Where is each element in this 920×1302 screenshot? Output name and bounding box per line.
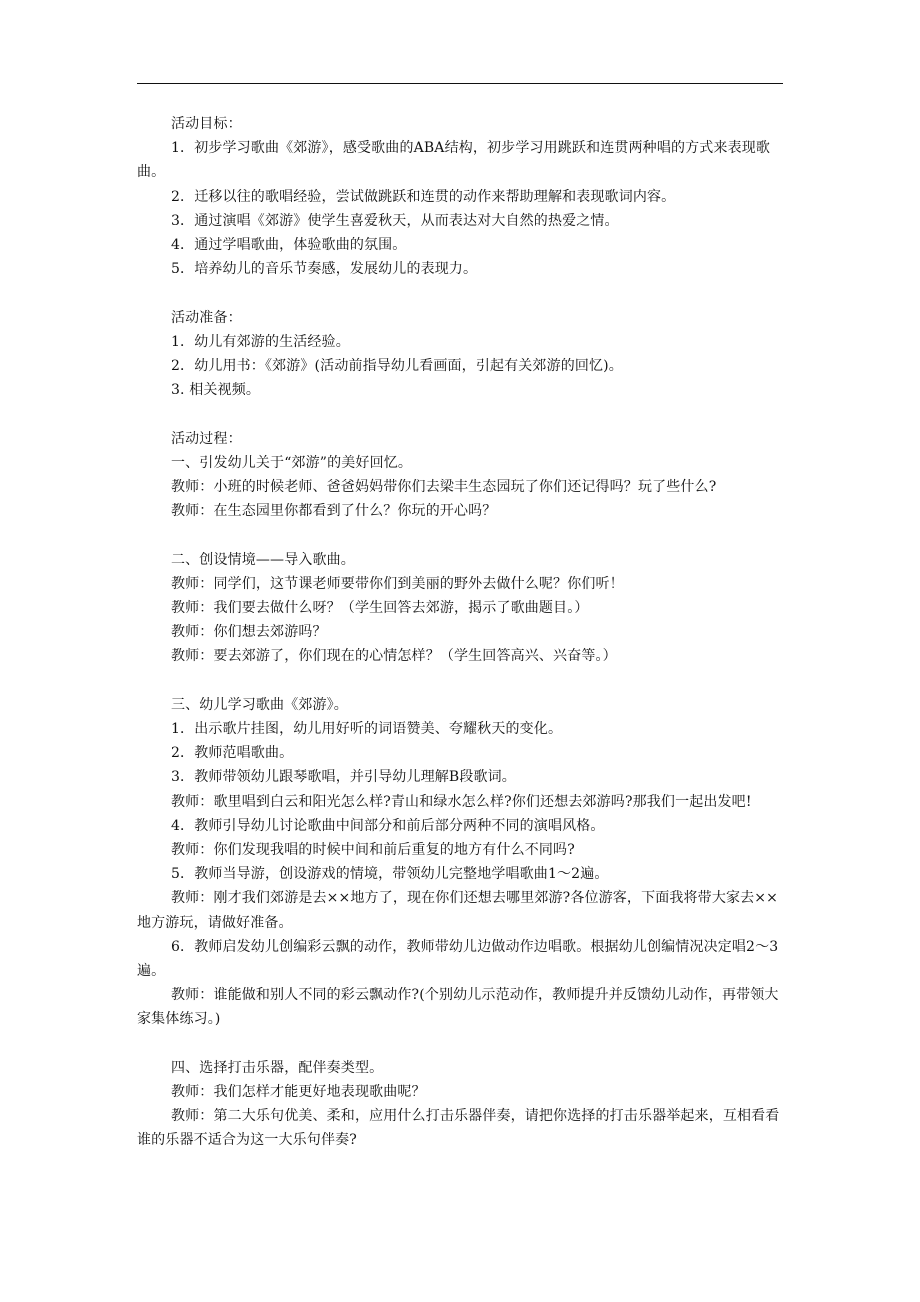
prep-item: 3. 相关视频。	[171, 382, 261, 399]
process-heading: 活动过程：	[171, 430, 242, 447]
goals-heading: 活动目标：	[171, 116, 242, 132]
section-3-line: 6．教师启发幼儿创编彩云飘的动作，教师带幼儿边做动作边唱歌。根据幼儿创编情况决定唱2～3遍。	[137, 938, 779, 980]
section-3-title: 三、幼儿学习歌曲《郊游》。	[171, 696, 348, 713]
section-1-title: 一、引发幼儿关于“郊游”的美好回忆。	[171, 454, 413, 471]
section-2-line: 教师：同学们，这节课老师要带你们到美丽的野外去做什么呢？你们听！	[171, 575, 624, 592]
prep-heading: 活动准备：	[171, 309, 242, 326]
section-2-title: 二、创设情境——导入歌曲。	[171, 551, 355, 568]
prep-item: 2．幼儿用书：《郊游》(活动前指导幼儿看画面，引起有关郊游的回忆)。	[171, 358, 623, 375]
section-1-line: 教师：在生态园里你都看到了什么？你玩的开心吗？	[171, 503, 497, 520]
section-3-line: 5．教师当导游，创设游戏的情境，带领幼儿完整地学唱歌曲1～2遍。	[171, 866, 609, 883]
header-rule	[137, 83, 783, 84]
goal-item: 5．培养幼儿的音乐节奏感，发展幼儿的表现力。	[171, 261, 478, 278]
section-4-line: 教师：第二大乐句优美、柔和，应用什么打击乐器伴奏，请把你选择的打击乐器举起来，互相看看谁的乐器不适合为这一大乐句伴奏?	[137, 1108, 780, 1149]
section-1-line: 教师：小班的时候老师、爸爸妈妈带你们去梁丰生态园玩了你们还记得吗？玩了些什么?	[171, 479, 717, 496]
section-2-line: 教师：你们想去郊游吗？	[171, 624, 327, 641]
section-3-line: 教师：你们发现我唱的时候中间和前后重复的地方有什么不同吗?	[171, 842, 575, 859]
goal-item: 2．迁移以往的歌唱经验，尝试做跳跃和连贯的动作来帮助理解和表现歌词内容。	[171, 188, 676, 205]
section-3-line: 2．教师范唱歌曲。	[171, 745, 294, 762]
document-body	[137, 112, 787, 1153]
section-3-line: 教师：歌里唱到白云和阳光怎么样?青山和绿水怎么样?你们还想去郊游吗?那我们一起出发吧!	[171, 793, 752, 810]
goal-item: 3．通过演唱《郊游》使学生喜爱秋天，从而表达对大自然的热爱之情。	[171, 212, 619, 229]
section-3-line: 4．教师引导幼儿讨论歌曲中间部分和前后部分两种不同的演唱风格。	[171, 817, 605, 834]
prep-item: 1．幼儿有郊游的生活经验。	[171, 333, 350, 350]
section-4-line: 教师：我们怎样才能更好地表现歌曲呢？	[171, 1084, 426, 1101]
section-3-line: 1．出示歌片挂图，幼儿用好听的词语赞美、夸耀秋天的变化。	[171, 721, 563, 738]
goal-item: 4．通过学唱歌曲，体验歌曲的氛围。	[171, 237, 407, 254]
section-3-line: 教师：刚才我们郊游是去××地方了，现在你们还想去哪里郊游?各位游客，下面我将带大家去××地方游玩，请做好准备。	[137, 890, 779, 931]
section-4-title: 四、选择打击乐器，配伴奏类型。	[171, 1059, 384, 1076]
section-3-line: 教师：谁能做和别人不同的彩云飘动作?(个别幼儿示范动作，教师提升并反馈幼儿动作，再带领大家集体练习。)	[137, 987, 779, 1028]
section-2-line: 教师：我们要去做什么呀？（学生回答去郊游，揭示了歌曲题目。）	[171, 600, 589, 617]
section-3-line: 3．教师带领幼儿跟琴歌唱，并引导幼儿理解B段歌词。	[171, 769, 516, 786]
goal-item: 1．初步学习歌曲《郊游》，感受歌曲的ABA结构，初步学习用跳跃和连贯两种唱的方式来表现歌曲。	[137, 140, 771, 181]
section-2-line: 教师：要去郊游了，你们现在的心情怎样？（学生回答高兴、兴奋等。）	[171, 648, 617, 665]
